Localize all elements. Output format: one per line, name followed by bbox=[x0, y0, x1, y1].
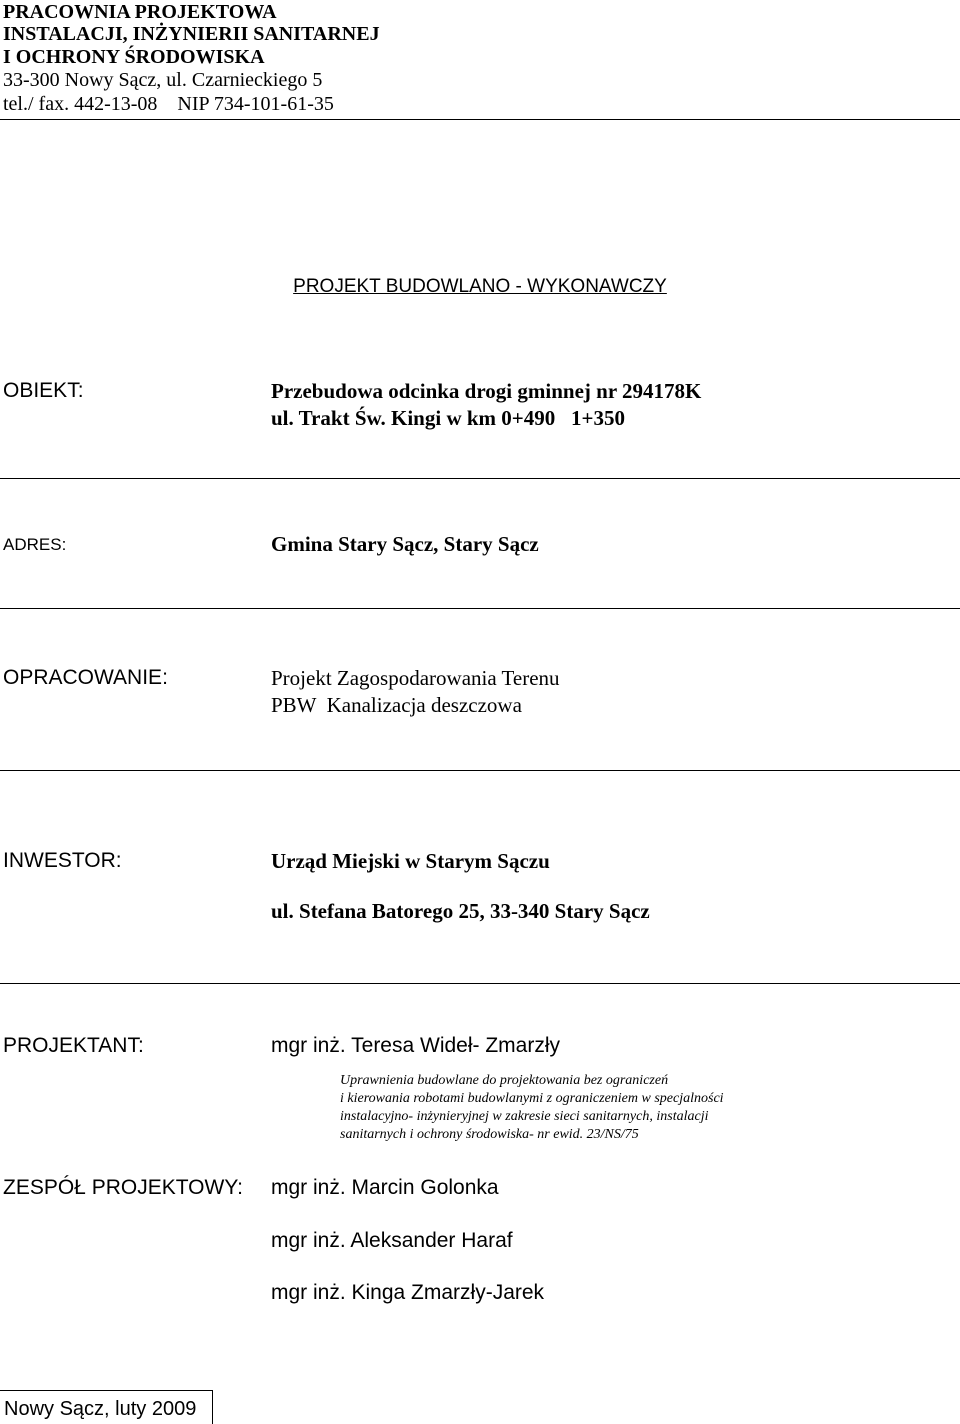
company-name-line1: PRACOWNIA PROJEKTOWA bbox=[3, 1, 277, 23]
section-divider-opracowanie bbox=[0, 770, 960, 771]
inwestor-label: INWESTOR: bbox=[3, 849, 122, 872]
zespol-member3: mgr inż. Kinga Zmarzły-Jarek bbox=[271, 1281, 545, 1304]
zespol-member1: mgr inż. Marcin Golonka bbox=[271, 1176, 499, 1199]
section-divider-obiekt bbox=[0, 478, 960, 479]
opracowanie-line2: PBW Kanalizacja deszczowa bbox=[271, 693, 522, 717]
footer-place-date: Nowy Sącz, luty 2009 bbox=[4, 1398, 197, 1420]
inwestor-line2: ul. Stefana Batorego 25, 33-340 Stary Sącz bbox=[271, 899, 650, 923]
projektant-label: PROJEKTANT: bbox=[3, 1034, 144, 1057]
projektant-name: mgr inż. Teresa Wideł- Zmarzły bbox=[271, 1034, 560, 1057]
projektant-note-line4: sanitarnych i ochrony środowiska- nr ewid. 23/NS/75 bbox=[340, 1127, 639, 1142]
company-name-line2: INSTALACJI, INŻYNIERII SANITARNEJ bbox=[3, 23, 380, 45]
obiekt-label: OBIEKT: bbox=[3, 379, 84, 402]
obiekt-line2: ul. Trakt Św. Kingi w km 0+490 1+350 bbox=[271, 406, 625, 430]
projektant-note-line1: Uprawnienia budowlane do projektowania bez ograniczeń bbox=[340, 1073, 669, 1088]
section-divider-inwestor bbox=[0, 983, 960, 984]
section-divider-adres bbox=[0, 608, 960, 609]
company-name-line3: I OCHRONY ŚRODOWISKA bbox=[3, 46, 265, 68]
obiekt-line1: Przebudowa odcinka drogi gminnej nr 294178K bbox=[271, 379, 702, 403]
company-address: 33-300 Nowy Sącz, ul. Czarnieckiego 5 bbox=[3, 69, 323, 91]
company-contact: tel./ fax. 442-13-08 NIP 734-101-61-35 bbox=[3, 93, 334, 115]
adres-label: ADRES: bbox=[3, 535, 67, 554]
zespol-label: ZESPÓŁ PROJEKTOWY: bbox=[3, 1176, 244, 1199]
adres-value: Gmina Stary Sącz, Stary Sącz bbox=[271, 532, 539, 556]
projektant-note-line3: instalacyjno- inżynieryjnej w zakresie sieci sanitarnych, instalacji bbox=[340, 1109, 709, 1124]
opracowanie-line1: Projekt Zagospodarowania Terenu bbox=[271, 666, 560, 690]
document-title: PROJEKT BUDOWLANO - WYKONAWCZY bbox=[293, 276, 667, 297]
footer-box bbox=[0, 1390, 213, 1424]
zespol-member2: mgr inż. Aleksander Haraf bbox=[271, 1229, 513, 1252]
inwestor-line1: Urząd Miejski w Starym Sączu bbox=[271, 849, 550, 873]
opracowanie-label: OPRACOWANIE: bbox=[3, 666, 168, 689]
header-divider bbox=[0, 119, 960, 120]
projektant-note-line2: i kierowania robotami budowlanymi z ograniczeniem w specjalności bbox=[340, 1091, 724, 1106]
